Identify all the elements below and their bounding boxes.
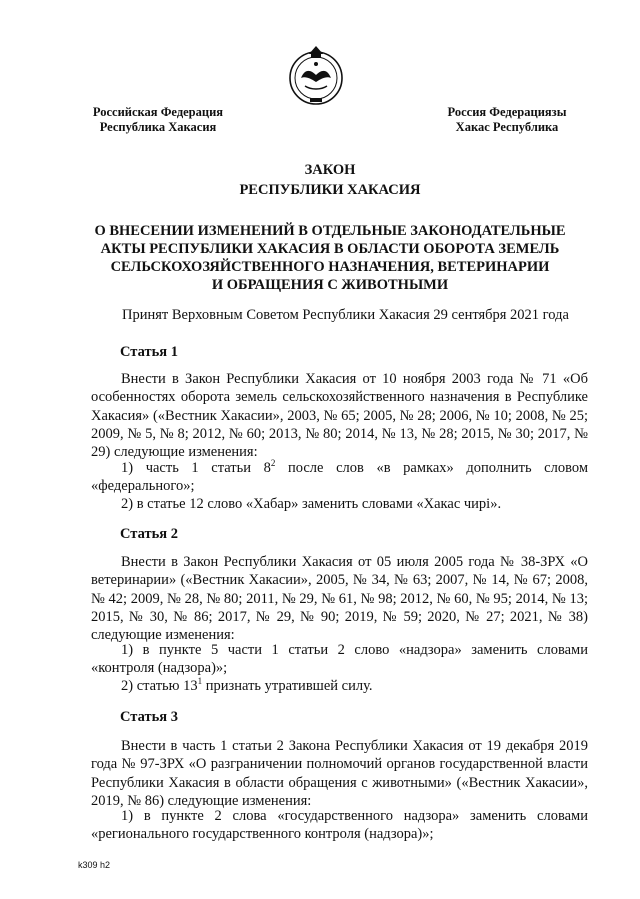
article2-item2-text-a: 2) статью 13 <box>121 678 198 694</box>
article2-item1: 1) в пункте 5 части 1 статьи 2 слово «надзора» заменить словами «контроля (надзора)»; <box>91 642 588 677</box>
article3-item1: 1) в пункте 2 слова «государственного надзора» заменить словами «регионального государственного контроля (надзора)»; <box>91 808 588 843</box>
article1-item1 <box>91 459 588 496</box>
article1-item1-text-b: после слов «в рамках» дополнить словом «федерального»; <box>91 460 588 495</box>
header-right-line2: Хакас Республика <box>455 120 559 134</box>
header-left <box>78 105 238 135</box>
law-subject-line2: АКТЫ РЕСПУБЛИКИ ХАКАСИЯ В ОБЛАСТИ ОБОРОТА ЗЕМЕЛЬ <box>100 241 560 257</box>
law-subject-line3: СЕЛЬСКОХОЗЯЙСТВЕННОГО НАЗНАЧЕНИЯ, ВЕТЕРИНАРИИ <box>110 259 550 275</box>
header-left-line2: Республика Хакасия <box>99 120 217 134</box>
article3-heading: Статья 3 <box>120 709 178 725</box>
article1-item1-text-a: 1) часть 1 статьи 8 <box>121 460 271 476</box>
article2-item2-sup: 1 <box>197 676 203 687</box>
header-right <box>412 105 602 135</box>
law-title-line2: РЕСПУБЛИКИ ХАКАСИЯ <box>239 182 421 198</box>
article3-intro: Внести в часть 1 статьи 2 Закона Республики Хакасия от 19 декабря 2019 года № 97-ЗРХ «О разграничении полномочий органов государственной власти Республики Хакасия в области обращения с животными» («Вестник Хакасии», 2019, № 86) следующие изменения: <box>91 738 588 809</box>
article2-intro: Внести в Закон Республики Хакасия от 05 июля 2005 года № 38-ЗРХ «О ветеринарии» («Вестник Хакасии», 2005, № 34, № 63; 2007, № 14, № 67; 2008, № 42; 2009, № 28, № 80; 2011, № 29, № 61, № 98; 2012, № 60, № 95; 2014, № 13; 2015, № 30, № 86; 2017, № 29, № 90; 2019, № 59; 2020, № 27; 2021, № 38) следующие изменения: <box>91 554 588 644</box>
article2-item2-text-b: признать утратившей силу. <box>202 678 373 694</box>
header-left-line1: Российская Федерация <box>92 105 224 119</box>
article2-heading: Статья 2 <box>120 526 178 542</box>
law-subject-line1: О ВНЕСЕНИИ ИЗМЕНЕНИЙ В ОТДЕЛЬНЫЕ ЗАКОНОДАТЕЛЬНЫЕ <box>94 223 566 239</box>
article1-item2: 2) в статье 12 слово «Хабар» заменить словами «Хакас чирі». <box>121 496 502 512</box>
law-title-line1: ЗАКОН <box>304 162 356 178</box>
article2-item2 <box>91 677 588 695</box>
article1-intro: Внести в Закон Республики Хакасия от 10 ноября 2003 года № 71 «Об особенностях оборота земель сельскохозяйственного назначения в Республике Хакасия» («Вестник Хакасии», 2003, № 65; 2005, № 28; 2006, № 10; 2008, № 25; 2009, № 5, № 8; 2012, № 60; 2013, № 80; 2014, № 13, № 28; 2015, № 30; 2017, № 29) следующие изменения: <box>91 371 588 461</box>
header-right-line1: Россия Федерациязы <box>447 105 567 119</box>
law-subject-line4: И ОБРАЩЕНИЯ С ЖИВОТНЫМИ <box>211 277 449 293</box>
article1-heading: Статья 1 <box>120 344 178 360</box>
hakassia-emblem-icon <box>287 42 345 114</box>
footer-code: k309 h2 <box>78 860 111 870</box>
adoption-note: Принят Верховным Советом Республики Хакасия 29 сентября 2021 года <box>122 307 569 323</box>
article1-item1-sup: 2 <box>270 458 276 469</box>
